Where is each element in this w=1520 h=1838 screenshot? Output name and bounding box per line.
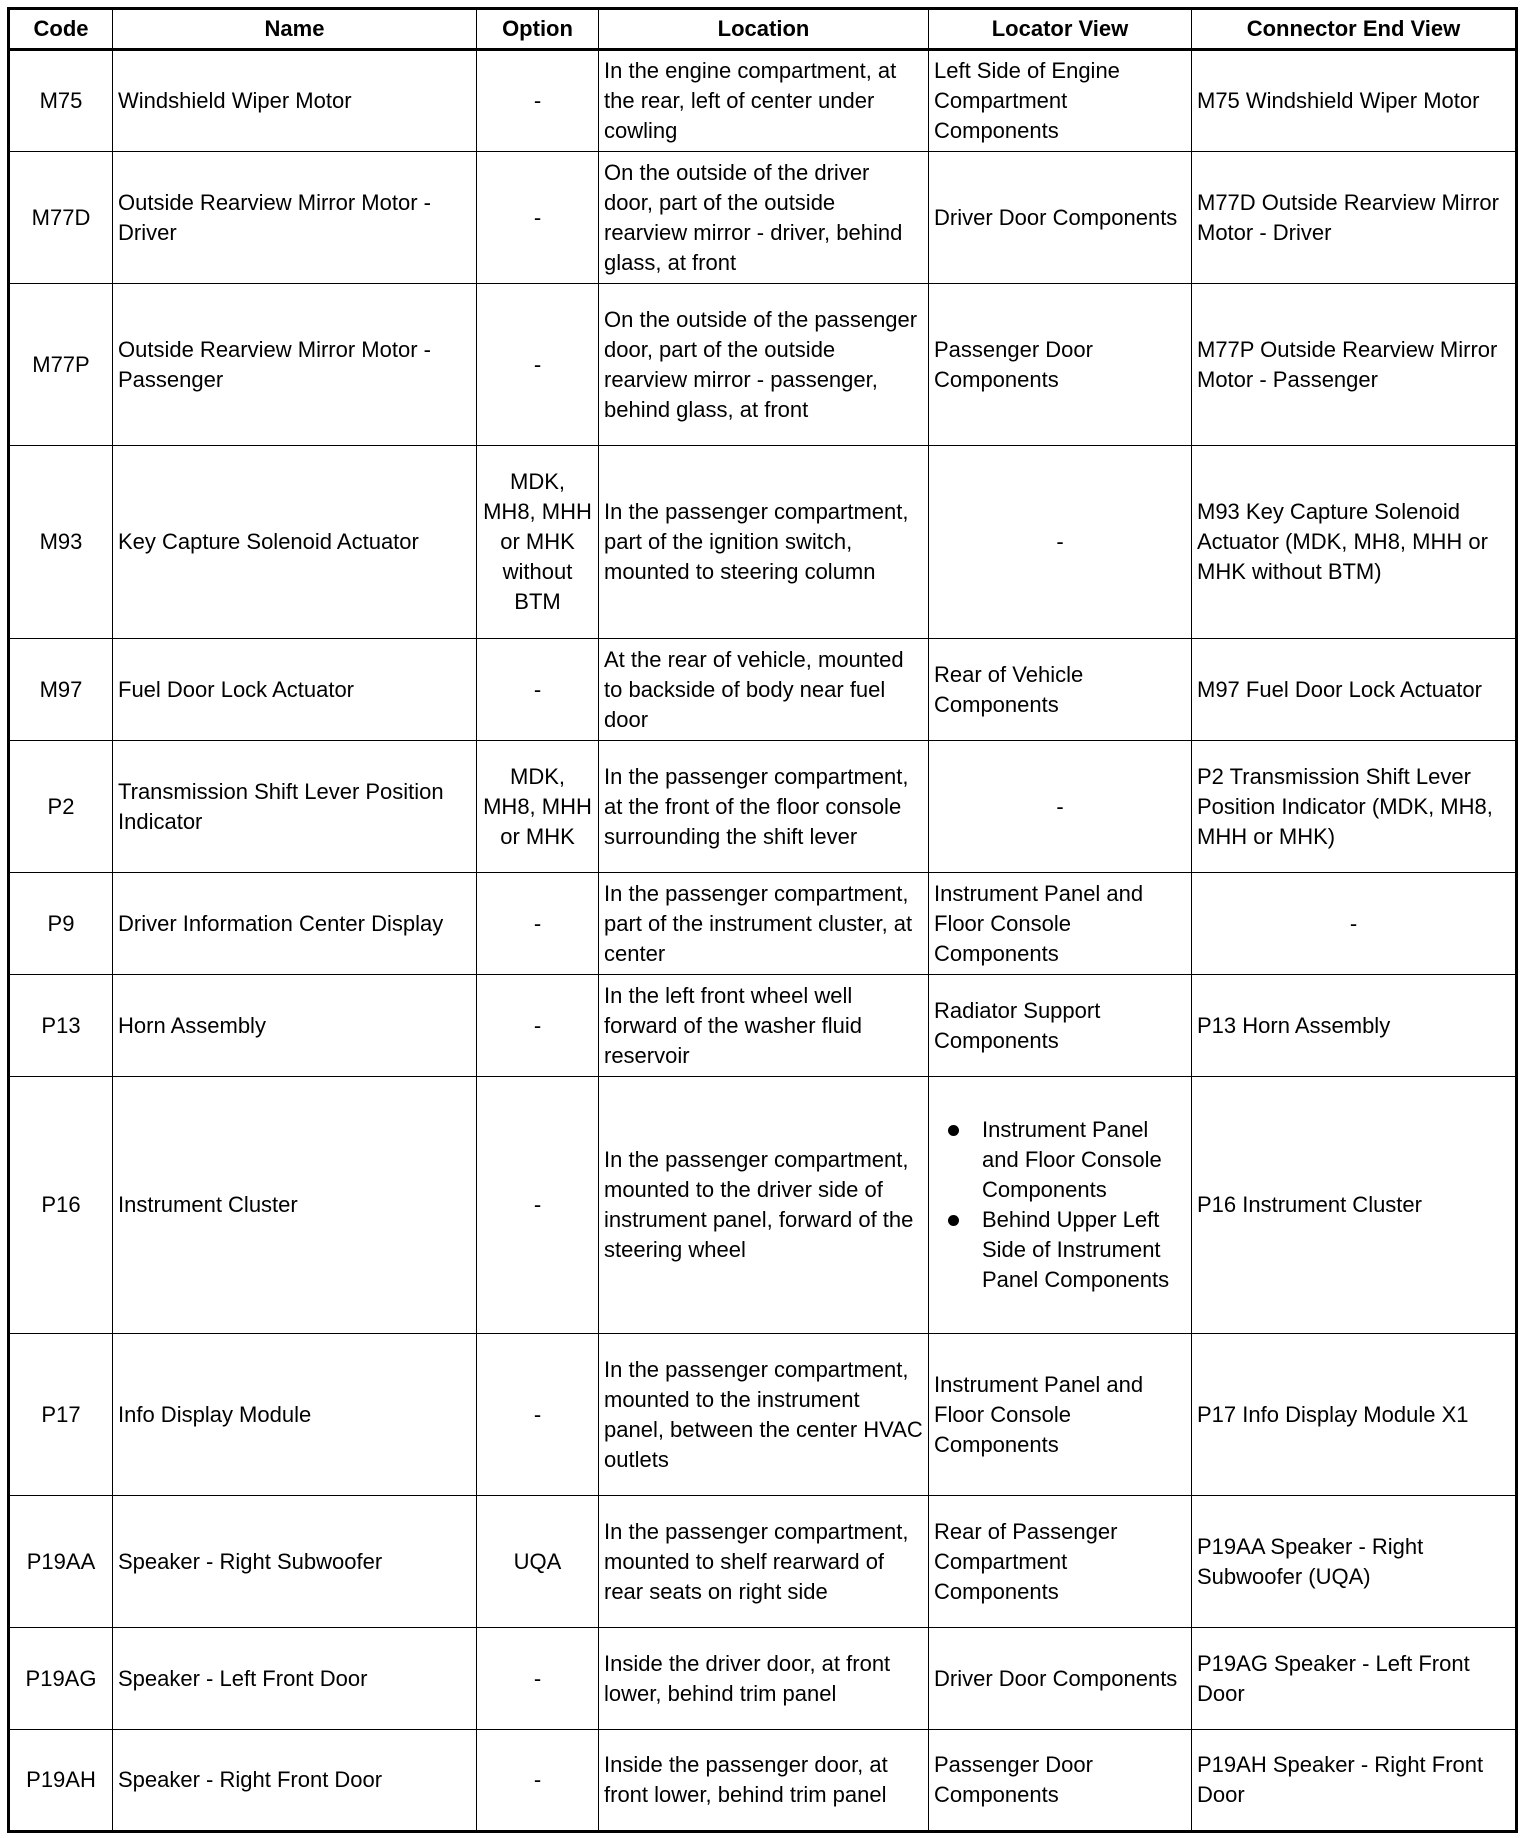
header-code: Code [9, 9, 113, 50]
location-cell: In the passenger compartment, part of the instrument cluster, at center [599, 873, 929, 975]
name-cell: Key Capture Solenoid Actuator [113, 446, 477, 639]
location-cell: On the outside of the driver door, part of the outside rearview mirror - driver, behind glass, at front [599, 152, 929, 284]
code-cell: P16 [9, 1077, 113, 1334]
locator-view-cell: Rear of Passenger Compartment Components [929, 1496, 1192, 1628]
option-cell: UQA [477, 1496, 599, 1628]
table-row [9, 50, 1517, 152]
locator-view-cell: Driver Door Components [929, 1628, 1192, 1730]
code-cell: P19AG [9, 1628, 113, 1730]
table-row [9, 741, 1517, 873]
name-cell: Instrument Cluster [113, 1077, 477, 1334]
location-cell: Inside the passenger door, at front lower, behind trim panel [599, 1730, 929, 1832]
table-row [9, 1496, 1517, 1628]
locator-view-cell: Driver Door Components [929, 152, 1192, 284]
table-row [9, 975, 1517, 1077]
option-cell: - [477, 975, 599, 1077]
name-cell: Outside Rearview Mirror Motor - Passenger [113, 284, 477, 446]
location-cell: In the passenger compartment, mounted to the driver side of instrument panel, forward of the steering wheel [599, 1077, 929, 1334]
option-cell: MDK, MH8, MHH or MHK without BTM [477, 446, 599, 639]
connector-end-view-cell: M93 Key Capture Solenoid Actuator (MDK, MH8, MHH or MHK without BTM) [1192, 446, 1517, 639]
locator-view-cell: Rear of Vehicle Components [929, 639, 1192, 741]
name-cell: Info Display Module [113, 1334, 477, 1496]
option-cell: - [477, 1730, 599, 1832]
table-row [9, 873, 1517, 975]
name-cell: Outside Rearview Mirror Motor - Driver [113, 152, 477, 284]
connector-end-view-cell: P16 Instrument Cluster [1192, 1077, 1517, 1334]
option-cell: - [477, 873, 599, 975]
connector-end-view-cell: P17 Info Display Module X1 [1192, 1334, 1517, 1496]
connector-end-view-cell: P2 Transmission Shift Lever Position Indicator (MDK, MH8, MHH or MHK) [1192, 741, 1517, 873]
locator-view-list [934, 1115, 1186, 1295]
table-row [9, 639, 1517, 741]
code-cell: P13 [9, 975, 113, 1077]
header-name: Name [113, 9, 477, 50]
header-option: Option [477, 9, 599, 50]
name-cell: Fuel Door Lock Actuator [113, 639, 477, 741]
code-cell: P17 [9, 1334, 113, 1496]
locator-view-cell: Passenger Door Components [929, 284, 1192, 446]
option-cell: - [477, 284, 599, 446]
name-cell: Speaker - Right Front Door [113, 1730, 477, 1832]
location-cell: In the left front wheel well forward of the washer fluid reservoir [599, 975, 929, 1077]
code-cell: M77D [9, 152, 113, 284]
locator-view-item: Behind Upper Left Side of Instrument Panel Components [982, 1205, 1186, 1295]
connector-end-view-cell: P19AG Speaker - Left Front Door [1192, 1628, 1517, 1730]
location-cell: In the engine compartment, at the rear, left of center under cowling [599, 50, 929, 152]
header-row [9, 9, 1517, 50]
connector-end-view-cell: M75 Windshield Wiper Motor [1192, 50, 1517, 152]
connector-end-view-cell: - [1192, 873, 1517, 975]
location-cell: In the passenger compartment, mounted to shelf rearward of rear seats on right side [599, 1496, 929, 1628]
option-cell: - [477, 1628, 599, 1730]
location-cell: On the outside of the passenger door, part of the outside rearview mirror - passenger, behind glass, at front [599, 284, 929, 446]
name-cell: Horn Assembly [113, 975, 477, 1077]
location-cell: In the passenger compartment, at the front of the floor console surrounding the shift lever [599, 741, 929, 873]
connector-end-view-cell: P19AH Speaker - Right Front Door [1192, 1730, 1517, 1832]
code-cell: M77P [9, 284, 113, 446]
name-cell: Transmission Shift Lever Position Indicator [113, 741, 477, 873]
connector-end-view-cell: M77D Outside Rearview Mirror Motor - Driver [1192, 152, 1517, 284]
header-connector-end-view: Connector End View [1192, 9, 1517, 50]
name-cell: Speaker - Left Front Door [113, 1628, 477, 1730]
locator-view-item: Instrument Panel and Floor Console Components [982, 1115, 1186, 1205]
header-location: Location [599, 9, 929, 50]
option-cell: - [477, 1334, 599, 1496]
locator-view-cell: Left Side of Engine Compartment Components [929, 50, 1192, 152]
connector-end-view-cell: M97 Fuel Door Lock Actuator [1192, 639, 1517, 741]
locator-view-cell: Passenger Door Components [929, 1730, 1192, 1832]
table-row [9, 1334, 1517, 1496]
code-cell: M93 [9, 446, 113, 639]
code-cell: P2 [9, 741, 113, 873]
location-cell: At the rear of vehicle, mounted to backside of body near fuel door [599, 639, 929, 741]
option-cell: - [477, 639, 599, 741]
name-cell: Windshield Wiper Motor [113, 50, 477, 152]
table-row [9, 1077, 1517, 1334]
code-cell: M75 [9, 50, 113, 152]
connector-end-view-cell: P13 Horn Assembly [1192, 975, 1517, 1077]
option-cell: - [477, 1077, 599, 1334]
option-cell: - [477, 50, 599, 152]
code-cell: P19AA [9, 1496, 113, 1628]
locator-view-cell: - [929, 446, 1192, 639]
code-cell: M97 [9, 639, 113, 741]
location-cell: In the passenger compartment, mounted to the instrument panel, between the center HVAC outlets [599, 1334, 929, 1496]
locator-view-cell [929, 1077, 1192, 1334]
table-row [9, 284, 1517, 446]
locator-view-cell: - [929, 741, 1192, 873]
table-row [9, 152, 1517, 284]
code-cell: P9 [9, 873, 113, 975]
code-cell: P19AH [9, 1730, 113, 1832]
table-row [9, 1730, 1517, 1832]
location-cell: In the passenger compartment, part of the ignition switch, mounted to steering column [599, 446, 929, 639]
table-row [9, 1628, 1517, 1730]
location-cell: Inside the driver door, at front lower, behind trim panel [599, 1628, 929, 1730]
table-row [9, 446, 1517, 639]
connector-end-view-cell: P19AA Speaker - Right Subwoofer (UQA) [1192, 1496, 1517, 1628]
name-cell: Driver Information Center Display [113, 873, 477, 975]
option-cell: MDK, MH8, MHH or MHK [477, 741, 599, 873]
locator-view-cell: Radiator Support Components [929, 975, 1192, 1077]
locator-view-cell: Instrument Panel and Floor Console Components [929, 873, 1192, 975]
option-cell: - [477, 152, 599, 284]
name-cell: Speaker - Right Subwoofer [113, 1496, 477, 1628]
connector-end-view-cell: M77P Outside Rearview Mirror Motor - Passenger [1192, 284, 1517, 446]
header-locator-view: Locator View [929, 9, 1192, 50]
component-locator-table [7, 7, 1518, 1833]
locator-view-cell: Instrument Panel and Floor Console Components [929, 1334, 1192, 1496]
